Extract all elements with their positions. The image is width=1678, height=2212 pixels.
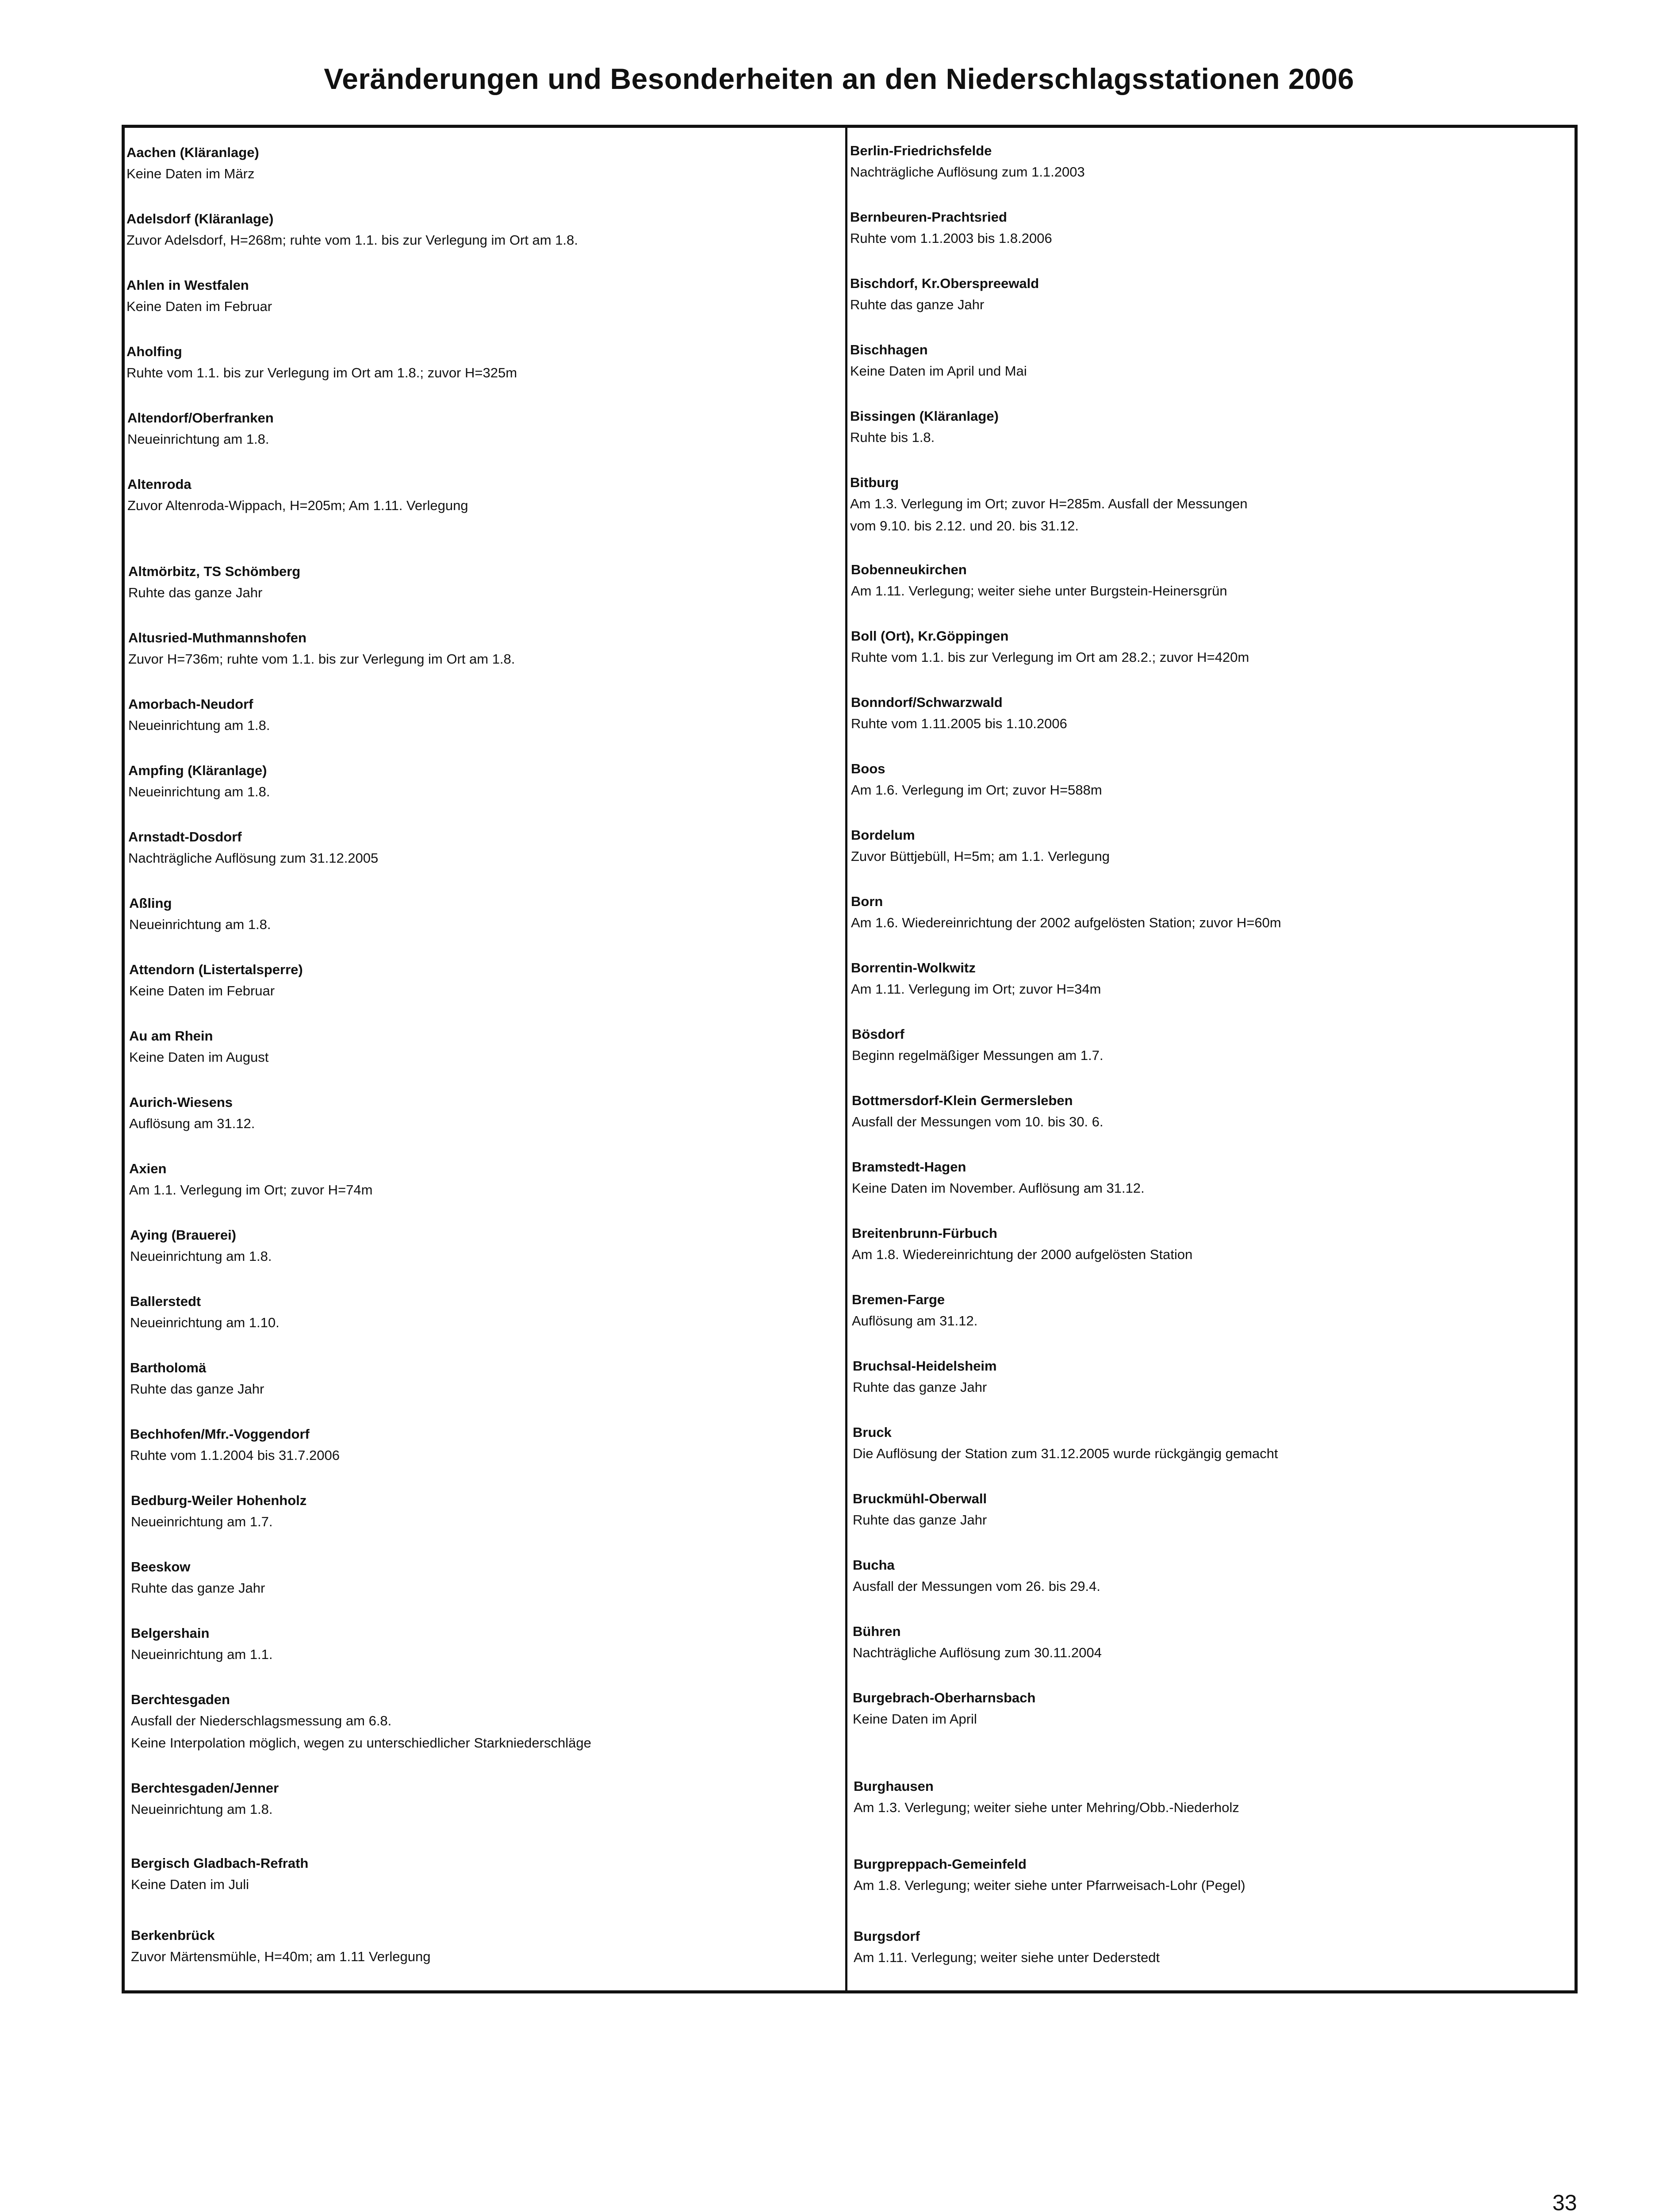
- page-title: Veränderungen und Besonderheiten an den Niederschlagsstationen 2006: [324, 62, 1354, 95]
- station-note: Auflösung am 31.12.: [129, 1116, 255, 1131]
- station-entry: [848, 825, 1574, 868]
- station-entry: [125, 1225, 842, 1267]
- station-entry: [848, 207, 1574, 250]
- station-entry: [125, 1358, 842, 1400]
- station-name: Bruchsal-Heidelsheim: [853, 1358, 997, 1374]
- station-note: Ruhte das ganze Jahr: [131, 1580, 265, 1596]
- station-note: Nachträgliche Auflösung zum 30.11.2004: [853, 1645, 1102, 1660]
- station-name: Arnstadt-Dosdorf: [128, 829, 242, 845]
- station-name: Altendorf/Oberfranken: [127, 410, 274, 426]
- station-note: Ruhte vom 1.1. bis zur Verlegung im Ort am 28.2.; zuvor H=420m: [851, 649, 1249, 665]
- station-note: Am 1.8. Verlegung; weiter siehe unter Pfarrweisach-Lohr (Pegel): [854, 1878, 1245, 1893]
- station-note: Ruhte das ganze Jahr: [853, 1379, 987, 1395]
- left-column: [125, 125, 842, 1993]
- station-note: Am 1.6. Verlegung im Ort; zuvor H=588m: [851, 782, 1102, 798]
- station-name: Altmörbitz, TS Schömberg: [128, 564, 301, 579]
- station-note: Ruhte das ganze Jahr: [128, 585, 263, 600]
- station-entry: [125, 1623, 842, 1666]
- station-note: Am 1.3. Verlegung im Ort; zuvor H=285m. Ausfall der Messungen: [850, 496, 1248, 511]
- station-note: Neueinrichtung am 1.8.: [128, 718, 270, 733]
- station-entry: [125, 209, 842, 251]
- station-note: Am 1.3. Verlegung; weiter siehe unter Mehring/Obb.-Niederholz: [854, 1800, 1239, 1815]
- station-name: Ahlen in Westfalen: [126, 277, 249, 293]
- station-note: vom 9.10. bis 2.12. und 20. bis 31.12.: [850, 518, 1079, 534]
- station-name: Belgershain: [131, 1625, 210, 1641]
- station-name: Ballerstedt: [130, 1294, 201, 1309]
- station-note: Ruhte vom 1.1.2004 bis 31.7.2006: [130, 1448, 340, 1463]
- right-column: [848, 125, 1574, 1993]
- station-name: Bergisch Gladbach-Refrath: [131, 1855, 309, 1871]
- station-entry: [848, 1091, 1574, 1133]
- station-name: Bobenneukirchen: [851, 562, 967, 577]
- station-note: Beginn regelmäßiger Messungen am 1.7.: [852, 1048, 1103, 1063]
- station-name: Borrentin-Wolkwitz: [851, 960, 976, 975]
- station-name: Bechhofen/Mfr.-Voggendorf: [130, 1426, 310, 1442]
- station-name: Bühren: [853, 1624, 901, 1639]
- station-note: Ausfall der Messungen vom 26. bis 29.4.: [853, 1578, 1101, 1594]
- station-entry: [848, 1356, 1574, 1398]
- station-note: Nachträgliche Auflösung zum 31.12.2005: [128, 850, 379, 866]
- station-entry: [848, 340, 1574, 382]
- station-note: Keine Daten im Juli: [131, 1877, 249, 1892]
- station-note: Neueinrichtung am 1.8.: [129, 917, 271, 932]
- station-entry: [848, 560, 1574, 602]
- station-entry: [848, 1688, 1574, 1730]
- station-entry: [125, 1092, 842, 1135]
- station-entry: [125, 474, 842, 517]
- station-entry: [848, 406, 1574, 449]
- station-note: Keine Daten im April: [853, 1711, 977, 1727]
- station-name: Bissingen (Kläranlage): [850, 408, 999, 424]
- station-note: Keine Daten im Februar: [126, 299, 272, 314]
- station-name: Bordelum: [851, 827, 915, 843]
- station-entry: [848, 1489, 1574, 1531]
- station-note: Zuvor Märtensmühle, H=40m; am 1.11 Verlegung: [131, 1949, 431, 1964]
- station-name: Bösdorf: [852, 1026, 904, 1042]
- station-name: Aurich-Wiesens: [129, 1094, 233, 1110]
- station-note: Keine Daten im Februar: [129, 983, 275, 998]
- station-note: Keine Daten im März: [126, 166, 255, 181]
- station-name: Born: [851, 894, 883, 909]
- station-entry: [125, 827, 842, 869]
- station-note: Neueinrichtung am 1.8.: [131, 1801, 273, 1817]
- station-entry: [848, 958, 1574, 1000]
- station-name: Adelsdorf (Kläranlage): [126, 211, 274, 227]
- station-entry: [125, 1690, 842, 1754]
- station-note: Zuvor Altenroda-Wippach, H=205m; Am 1.11. Verlegung: [127, 498, 468, 513]
- station-name: Axien: [129, 1161, 167, 1176]
- station-entry: [125, 561, 842, 604]
- page-number: 33: [1552, 2190, 1577, 2212]
- station-name: Bartholomä: [130, 1360, 207, 1375]
- station-entry: [848, 273, 1574, 316]
- station-name: Ampfing (Kläranlage): [128, 763, 267, 778]
- station-name: Aholfing: [126, 344, 182, 359]
- station-name: Burgebrach-Oberharnsbach: [853, 1690, 1036, 1705]
- station-name: Breitenbrunn-Fürbuch: [852, 1225, 997, 1241]
- station-note: Keine Daten im November. Auflösung am 31.12.: [852, 1180, 1145, 1196]
- station-note: Ruhte das ganze Jahr: [850, 297, 985, 312]
- station-note: Nachträgliche Auflösung zum 1.1.2003: [850, 164, 1085, 180]
- station-name: Berchtesgaden/Jenner: [131, 1780, 279, 1796]
- station-note: Ruhte vom 1.1.2003 bis 1.8.2006: [850, 230, 1052, 246]
- station-entry: [848, 1157, 1574, 1199]
- station-note: Neueinrichtung am 1.1.: [131, 1647, 273, 1662]
- station-entry: [125, 1557, 842, 1599]
- column-divider: [845, 125, 847, 1993]
- station-name: Bucha: [853, 1557, 895, 1573]
- station-note: Ruhte das ganze Jahr: [853, 1512, 987, 1528]
- station-entry: [848, 891, 1574, 934]
- station-name: Berkenbrück: [131, 1928, 215, 1943]
- station-note: Auflösung am 31.12.: [852, 1313, 978, 1329]
- station-note: Neueinrichtung am 1.7.: [131, 1514, 273, 1529]
- station-entry: [125, 1291, 842, 1334]
- station-entry: [125, 142, 842, 185]
- station-name: Berchtesgaden: [131, 1692, 230, 1707]
- station-note: Zuvor Adelsdorf, H=268m; ruhte vom 1.1. bis zur Verlegung im Ort am 1.8.: [126, 232, 578, 248]
- station-note: Am 1.1. Verlegung im Ort; zuvor H=74m: [129, 1182, 373, 1198]
- station-entry: [848, 1776, 1574, 1819]
- station-entry: [125, 760, 842, 803]
- station-note: Keine Daten im August: [129, 1049, 269, 1065]
- station-name: Burghausen: [854, 1778, 934, 1794]
- station-entry: [848, 1223, 1574, 1266]
- station-name: Boos: [851, 761, 885, 776]
- station-entry: [125, 893, 842, 936]
- station-name: Bremen-Farge: [852, 1292, 945, 1307]
- station-entry: [848, 1854, 1574, 1897]
- station-name: Attendorn (Listertalsperre): [129, 962, 303, 977]
- station-name: Burgsdorf: [854, 1928, 920, 1944]
- station-name: Berlin-Friedrichsfelde: [850, 143, 992, 158]
- station-note: Die Auflösung der Station zum 31.12.2005 wurde rückgängig gemacht: [853, 1446, 1278, 1461]
- station-name: Bonndorf/Schwarzwald: [851, 695, 1003, 710]
- station-note: Neueinrichtung am 1.8.: [128, 784, 270, 799]
- station-entry: [125, 628, 842, 670]
- station-note: Zuvor H=736m; ruhte vom 1.1. bis zur Verlegung im Ort am 1.8.: [128, 651, 515, 667]
- station-entry: [848, 1290, 1574, 1332]
- station-entry: [848, 472, 1574, 537]
- station-entry: [848, 692, 1574, 735]
- station-name: Aying (Brauerei): [130, 1227, 237, 1243]
- station-note: Am 1.8. Wiedereinrichtung der 2000 aufgelösten Station: [852, 1247, 1193, 1262]
- station-entry: [125, 1490, 842, 1533]
- station-entry: [125, 1026, 842, 1068]
- station-entry: [125, 694, 842, 737]
- station-name: Bedburg-Weiler Hohenholz: [131, 1493, 307, 1508]
- station-entry: [125, 1424, 842, 1467]
- station-name: Altusried-Muthmannshofen: [128, 630, 306, 645]
- station-name: Bitburg: [850, 475, 899, 490]
- station-entry: [125, 1925, 842, 1968]
- station-note: Ausfall der Niederschlagsmessung am 6.8.: [131, 1713, 392, 1728]
- station-entry: [848, 626, 1574, 668]
- station-entry: [848, 1024, 1574, 1067]
- station-note: Am 1.11. Verlegung im Ort; zuvor H=34m: [851, 981, 1101, 997]
- station-entry: [125, 1159, 842, 1201]
- station-name: Bernbeuren-Prachtsried: [850, 209, 1007, 225]
- station-name: Au am Rhein: [129, 1028, 213, 1044]
- station-entry: [848, 1621, 1574, 1664]
- station-name: Beeskow: [131, 1559, 191, 1575]
- station-name: Boll (Ort), Kr.Göppingen: [851, 628, 1009, 644]
- station-name: Bruck: [853, 1425, 892, 1440]
- station-name: Bramstedt-Hagen: [852, 1159, 966, 1175]
- station-note: Ruhte vom 1.11.2005 bis 1.10.2006: [851, 716, 1067, 731]
- station-name: Bischdorf, Kr.Oberspreewald: [850, 276, 1039, 291]
- station-note: Am 1.11. Verlegung; weiter siehe unter Burgstein-Heinersgrün: [851, 583, 1227, 599]
- station-name: Altenroda: [127, 476, 192, 492]
- station-note: Am 1.6. Wiedereinrichtung der 2002 aufgelösten Station; zuvor H=60m: [851, 915, 1281, 930]
- station-entry: [848, 1422, 1574, 1465]
- station-name: Bruckmühl-Oberwall: [853, 1491, 987, 1506]
- station-name: Amorbach-Neudorf: [128, 696, 253, 712]
- station-note: Neueinrichtung am 1.10.: [130, 1315, 280, 1330]
- station-entry: [848, 1555, 1574, 1598]
- station-entry: [125, 342, 842, 384]
- station-entry: [848, 759, 1574, 801]
- station-note: Ausfall der Messungen vom 10. bis 30. 6.: [852, 1114, 1103, 1129]
- station-note: Keine Daten im April und Mai: [850, 363, 1027, 379]
- station-name: Bottmersdorf-Klein Germersleben: [852, 1093, 1073, 1108]
- station-entry: [125, 275, 842, 318]
- station-note: Neueinrichtung am 1.8.: [130, 1248, 272, 1264]
- station-entry: [848, 1926, 1574, 1969]
- station-note: Ruhte vom 1.1. bis zur Verlegung im Ort am 1.8.; zuvor H=325m: [126, 365, 517, 380]
- station-note: Ruhte bis 1.8.: [850, 430, 935, 445]
- station-name: Bischhagen: [850, 342, 928, 357]
- station-note: Am 1.11. Verlegung; weiter siehe unter Dederstedt: [854, 1950, 1160, 1965]
- station-entry: [125, 1853, 842, 1896]
- station-entry: [125, 408, 842, 450]
- station-entry: [125, 960, 842, 1002]
- station-note: Ruhte das ganze Jahr: [130, 1381, 264, 1397]
- station-name: Burgpreppach-Gemeinfeld: [854, 1856, 1027, 1872]
- station-name: Aachen (Kläranlage): [126, 145, 259, 160]
- station-note: Neueinrichtung am 1.8.: [127, 431, 269, 447]
- station-entry: [848, 141, 1574, 183]
- station-note: Keine Interpolation möglich, wegen zu unterschiedlicher Starkniederschläge: [131, 1735, 591, 1751]
- station-note: Zuvor Büttjebüll, H=5m; am 1.1. Verlegung: [851, 849, 1110, 864]
- station-name: Aßling: [129, 895, 172, 911]
- station-entry: [125, 1778, 842, 1820]
